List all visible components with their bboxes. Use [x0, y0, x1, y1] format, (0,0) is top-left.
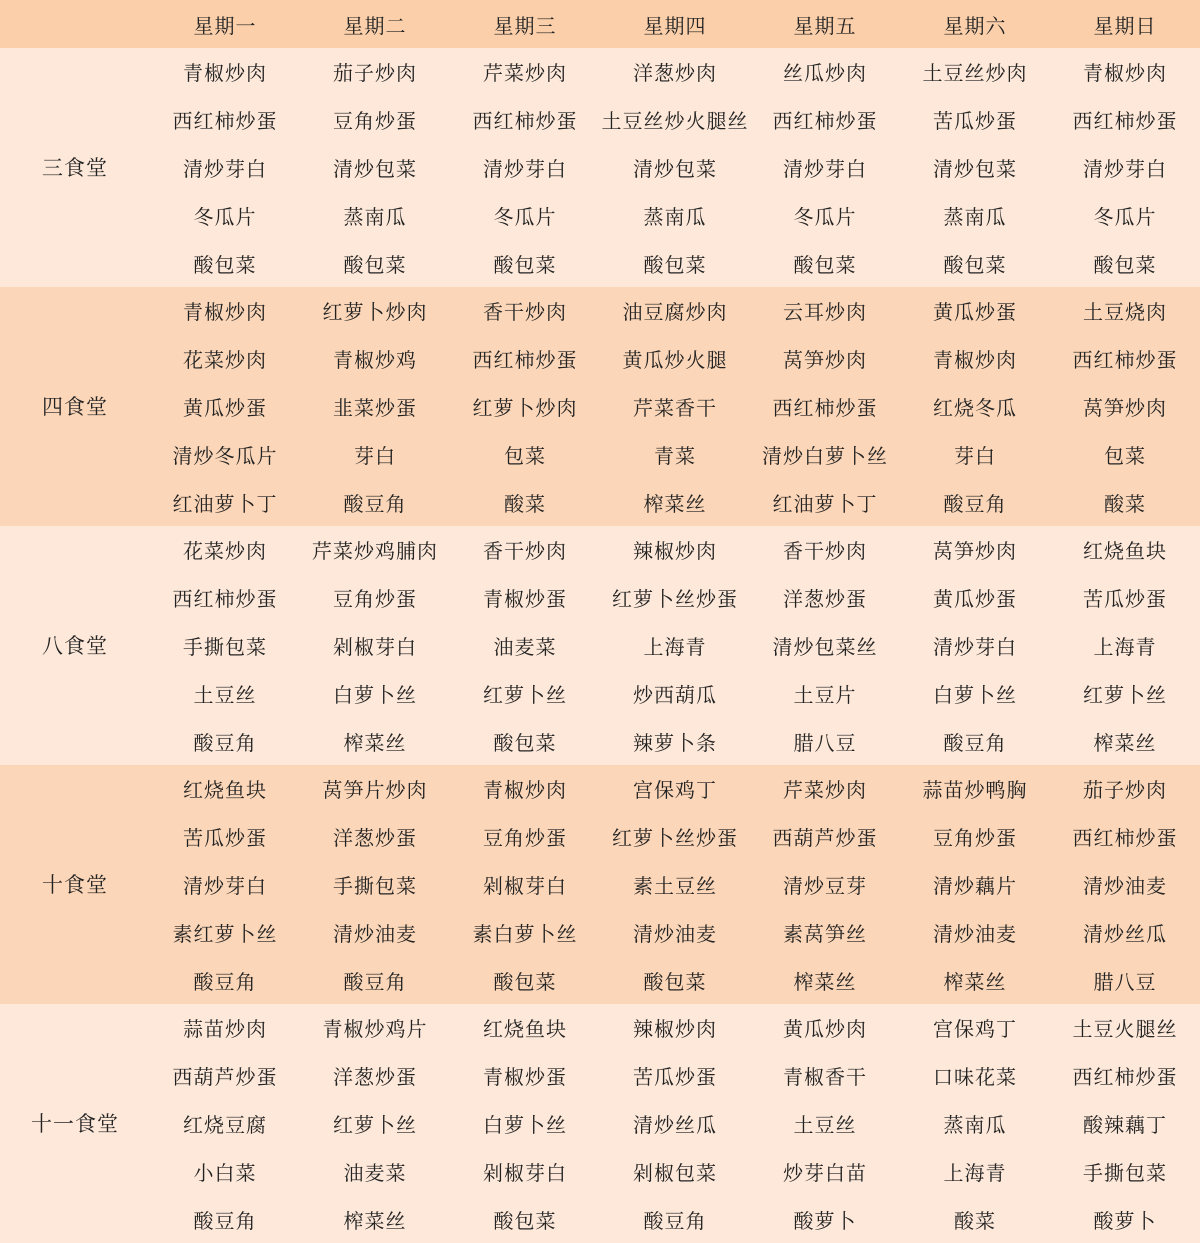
dish-cell: 红萝卜炒肉: [300, 287, 450, 335]
header-day: 星期六: [900, 0, 1050, 48]
dish-cell: 洋葱炒蛋: [300, 1052, 450, 1100]
canteen-name: 四食堂: [0, 287, 150, 526]
table-row: [0, 478, 1200, 526]
dish-cell: 包菜: [450, 430, 600, 478]
dish-cell: 洋葱炒肉: [600, 48, 750, 96]
canteen-name: 八食堂: [0, 526, 150, 765]
dish-cell: 清炒芽白: [150, 144, 300, 192]
header-corner: [0, 0, 150, 48]
dish-cell: 清炒白萝卜丝: [750, 430, 900, 478]
dish-cell: 冬瓜片: [1050, 191, 1200, 239]
dish-cell: 土豆丝: [750, 1100, 900, 1148]
table-row: [0, 335, 1200, 383]
header-day: 星期四: [600, 0, 750, 48]
dish-cell: 油麦菜: [300, 1147, 450, 1195]
dish-cell: 黄瓜炒肉: [750, 1004, 900, 1052]
dish-cell: 榨菜丝: [300, 1195, 450, 1243]
dish-cell: 西红柿炒蛋: [1050, 813, 1200, 861]
dish-cell: 西红柿炒蛋: [450, 335, 600, 383]
dish-cell: 酸豆角: [600, 1195, 750, 1243]
dish-cell: 酸包菜: [450, 956, 600, 1004]
dish-cell: 素土豆丝: [600, 861, 750, 909]
dish-cell: 清炒包菜: [300, 144, 450, 192]
dish-cell: 黄瓜炒蛋: [900, 287, 1050, 335]
dish-cell: 白萝卜丝: [450, 1100, 600, 1148]
dish-cell: 清炒丝瓜: [1050, 908, 1200, 956]
dish-cell: 白萝卜丝: [900, 669, 1050, 717]
dish-cell: 酸菜: [900, 1195, 1050, 1243]
table-row: [0, 144, 1200, 192]
dish-cell: 酸包菜: [900, 239, 1050, 287]
dish-cell: 青椒炒肉: [1050, 48, 1200, 96]
canteen-name: 三食堂: [0, 48, 150, 287]
dish-cell: 蒸南瓜: [900, 191, 1050, 239]
dish-cell: 辣椒炒肉: [600, 526, 750, 574]
dish-cell: 酸豆角: [300, 478, 450, 526]
dish-cell: 西红柿炒蛋: [450, 96, 600, 144]
dish-cell: 红萝卜丝: [300, 1100, 450, 1148]
table-row: [0, 48, 1200, 96]
dish-cell: 宫保鸡丁: [600, 765, 750, 813]
dish-cell: 酸菜: [450, 478, 600, 526]
dish-cell: 青椒炒鸡: [300, 335, 450, 383]
header-day: 星期三: [450, 0, 600, 48]
dish-cell: 青椒炒肉: [450, 765, 600, 813]
dish-cell: 花菜炒肉: [150, 526, 300, 574]
dish-cell: 酸包菜: [600, 956, 750, 1004]
menu-body: [0, 48, 1200, 1243]
dish-cell: 红烧鱼块: [150, 765, 300, 813]
dish-cell: 清炒冬瓜片: [150, 430, 300, 478]
table-row: [0, 1100, 1200, 1148]
dish-cell: 红烧豆腐: [150, 1100, 300, 1148]
table-row: [0, 287, 1200, 335]
dish-cell: 洋葱炒蛋: [300, 813, 450, 861]
dish-cell: 酸菜: [1050, 478, 1200, 526]
dish-cell: 清炒芽白: [450, 144, 600, 192]
dish-cell: 辣椒炒肉: [600, 1004, 750, 1052]
table-row: [0, 96, 1200, 144]
dish-cell: 芽白: [300, 430, 450, 478]
dish-cell: 青椒炒鸡片: [300, 1004, 450, 1052]
dish-cell: 酸豆角: [150, 1195, 300, 1243]
dish-cell: 冬瓜片: [150, 191, 300, 239]
dish-cell: 青椒炒蛋: [450, 574, 600, 622]
dish-cell: 手撕包菜: [150, 622, 300, 670]
table-row: [0, 717, 1200, 765]
table-row: [0, 574, 1200, 622]
dish-cell: 酸包菜: [150, 239, 300, 287]
dish-cell: 西葫芦炒蛋: [750, 813, 900, 861]
dish-cell: 青椒香干: [750, 1052, 900, 1100]
table-row: [0, 526, 1200, 574]
dish-cell: 榨菜丝: [750, 956, 900, 1004]
dish-cell: 红萝卜丝炒蛋: [600, 574, 750, 622]
dish-cell: 腊八豆: [1050, 956, 1200, 1004]
dish-cell: 酸豆角: [150, 956, 300, 1004]
dish-cell: 莴笋炒肉: [1050, 383, 1200, 431]
dish-cell: 酸包菜: [450, 717, 600, 765]
dish-cell: 芹菜炒鸡脯肉: [300, 526, 450, 574]
dish-cell: 油麦菜: [450, 622, 600, 670]
dish-cell: 黄瓜炒蛋: [150, 383, 300, 431]
dish-cell: 青椒炒肉: [150, 48, 300, 96]
dish-cell: 红萝卜丝: [450, 669, 600, 717]
dish-cell: 芹菜炒肉: [450, 48, 600, 96]
table-row: [0, 1195, 1200, 1243]
dish-cell: 素红萝卜丝: [150, 908, 300, 956]
dish-cell: 土豆丝炒肉: [900, 48, 1050, 96]
table-row: [0, 191, 1200, 239]
dish-cell: 西红柿炒蛋: [1050, 335, 1200, 383]
dish-cell: 炒西葫瓜: [600, 669, 750, 717]
canteen-name: 十食堂: [0, 765, 150, 1004]
dish-cell: 红萝卜丝: [1050, 669, 1200, 717]
dish-cell: 剁椒芽白: [450, 861, 600, 909]
dish-cell: 青椒炒肉: [150, 287, 300, 335]
dish-cell: 炒芽白苗: [750, 1147, 900, 1195]
dish-cell: 素白萝卜丝: [450, 908, 600, 956]
dish-cell: 红油萝卜丁: [750, 478, 900, 526]
dish-cell: 香干炒肉: [750, 526, 900, 574]
dish-cell: 清炒油麦: [300, 908, 450, 956]
dish-cell: 上海青: [600, 622, 750, 670]
header-day: 星期日: [1050, 0, 1200, 48]
dish-cell: 西红柿炒蛋: [150, 574, 300, 622]
dish-cell: 莴笋炒肉: [750, 335, 900, 383]
dish-cell: 清炒藕片: [900, 861, 1050, 909]
dish-cell: 酸豆角: [150, 717, 300, 765]
dish-cell: 榨菜丝: [600, 478, 750, 526]
dish-cell: 苦瓜炒蛋: [600, 1052, 750, 1100]
dish-cell: 清炒包菜丝: [750, 622, 900, 670]
dish-cell: 包菜: [1050, 430, 1200, 478]
dish-cell: 青椒炒肉: [900, 335, 1050, 383]
dish-cell: 素莴笋丝: [750, 908, 900, 956]
table-row: [0, 622, 1200, 670]
dish-cell: 蒸南瓜: [900, 1100, 1050, 1148]
dish-cell: 土豆丝: [150, 669, 300, 717]
dish-cell: 西红柿炒蛋: [1050, 1052, 1200, 1100]
dish-cell: 苦瓜炒蛋: [900, 96, 1050, 144]
dish-cell: 剁椒芽白: [300, 622, 450, 670]
dish-cell: 酸包菜: [1050, 239, 1200, 287]
dish-cell: 白萝卜丝: [300, 669, 450, 717]
dish-cell: 豆角炒蛋: [900, 813, 1050, 861]
dish-cell: 腊八豆: [750, 717, 900, 765]
dish-cell: 茄子炒肉: [1050, 765, 1200, 813]
dish-cell: 榨菜丝: [900, 956, 1050, 1004]
dish-cell: 西红柿炒蛋: [150, 96, 300, 144]
dish-cell: 上海青: [900, 1147, 1050, 1195]
dish-cell: 酸萝卜: [750, 1195, 900, 1243]
dish-cell: 西红柿炒蛋: [750, 96, 900, 144]
dish-cell: 芹菜炒肉: [750, 765, 900, 813]
dish-cell: 酸辣藕丁: [1050, 1100, 1200, 1148]
dish-cell: 清炒丝瓜: [600, 1100, 750, 1148]
dish-cell: 洋葱炒蛋: [750, 574, 900, 622]
dish-cell: 红油萝卜丁: [150, 478, 300, 526]
dish-cell: 黄瓜炒蛋: [900, 574, 1050, 622]
dish-cell: 韭菜炒蛋: [300, 383, 450, 431]
dish-cell: 小白菜: [150, 1147, 300, 1195]
table-row: [0, 765, 1200, 813]
dish-cell: 丝瓜炒肉: [750, 48, 900, 96]
dish-cell: 云耳炒肉: [750, 287, 900, 335]
dish-cell: 花菜炒肉: [150, 335, 300, 383]
dish-cell: 芹菜香干: [600, 383, 750, 431]
table-row: [0, 908, 1200, 956]
dish-cell: 豆角炒蛋: [300, 574, 450, 622]
dish-cell: 茄子炒肉: [300, 48, 450, 96]
table-row: [0, 383, 1200, 431]
dish-cell: 蒸南瓜: [600, 191, 750, 239]
dish-cell: 清炒芽白: [1050, 144, 1200, 192]
dish-cell: 酸萝卜: [1050, 1195, 1200, 1243]
dish-cell: 宫保鸡丁: [900, 1004, 1050, 1052]
dish-cell: 手撕包菜: [300, 861, 450, 909]
dish-cell: 土豆丝炒火腿丝: [600, 96, 750, 144]
table-row: [0, 1147, 1200, 1195]
dish-cell: 手撕包菜: [1050, 1147, 1200, 1195]
dish-cell: 酸包菜: [750, 239, 900, 287]
dish-cell: 莴笋片炒肉: [300, 765, 450, 813]
dish-cell: 红烧鱼块: [1050, 526, 1200, 574]
dish-cell: 蒜苗炒鸭胸: [900, 765, 1050, 813]
dish-cell: 苦瓜炒蛋: [150, 813, 300, 861]
dish-cell: 酸豆角: [900, 717, 1050, 765]
dish-cell: 辣萝卜条: [600, 717, 750, 765]
table-row: [0, 956, 1200, 1004]
dish-cell: 西红柿炒蛋: [750, 383, 900, 431]
dish-cell: 莴笋炒肉: [900, 526, 1050, 574]
dish-cell: 上海青: [1050, 622, 1200, 670]
dish-cell: 冬瓜片: [450, 191, 600, 239]
dish-cell: 清炒芽白: [750, 144, 900, 192]
table-row: [0, 813, 1200, 861]
dish-cell: 西红柿炒蛋: [1050, 96, 1200, 144]
dish-cell: 剁椒芽白: [450, 1147, 600, 1195]
dish-cell: 红萝卜炒肉: [450, 383, 600, 431]
dish-cell: 酸包菜: [450, 239, 600, 287]
dish-cell: 酸豆角: [900, 478, 1050, 526]
header-row: [0, 0, 1200, 48]
dish-cell: 清炒油麦: [900, 908, 1050, 956]
dish-cell: 清炒芽白: [900, 622, 1050, 670]
dish-cell: 蒜苗炒肉: [150, 1004, 300, 1052]
dish-cell: 红萝卜丝炒蛋: [600, 813, 750, 861]
table-row: [0, 430, 1200, 478]
dish-cell: 土豆烧肉: [1050, 287, 1200, 335]
dish-cell: 豆角炒蛋: [450, 813, 600, 861]
table-row: [0, 1004, 1200, 1052]
table-row: [0, 1052, 1200, 1100]
dish-cell: 清炒包菜: [900, 144, 1050, 192]
dish-cell: 蒸南瓜: [300, 191, 450, 239]
dish-cell: 红烧冬瓜: [900, 383, 1050, 431]
header-day: 星期一: [150, 0, 300, 48]
dish-cell: 红烧鱼块: [450, 1004, 600, 1052]
dish-cell: 豆角炒蛋: [300, 96, 450, 144]
dish-cell: 青椒炒蛋: [450, 1052, 600, 1100]
dish-cell: 酸包菜: [450, 1195, 600, 1243]
table-row: [0, 861, 1200, 909]
dish-cell: 清炒豆芽: [750, 861, 900, 909]
dish-cell: 土豆片: [750, 669, 900, 717]
dish-cell: 芽白: [900, 430, 1050, 478]
dish-cell: 土豆火腿丝: [1050, 1004, 1200, 1052]
dish-cell: 冬瓜片: [750, 191, 900, 239]
dish-cell: 香干炒肉: [450, 287, 600, 335]
dish-cell: 苦瓜炒蛋: [1050, 574, 1200, 622]
dish-cell: 清炒油麦: [1050, 861, 1200, 909]
header-day: 星期二: [300, 0, 450, 48]
dish-cell: 酸豆角: [300, 956, 450, 1004]
dish-cell: 清炒油麦: [600, 908, 750, 956]
dish-cell: 榨菜丝: [1050, 717, 1200, 765]
dish-cell: 青菜: [600, 430, 750, 478]
dish-cell: 西葫芦炒蛋: [150, 1052, 300, 1100]
dish-cell: 口味花菜: [900, 1052, 1050, 1100]
header-day: 星期五: [750, 0, 900, 48]
dish-cell: 清炒包菜: [600, 144, 750, 192]
dish-cell: 油豆腐炒肉: [600, 287, 750, 335]
dish-cell: 黄瓜炒火腿: [600, 335, 750, 383]
dish-cell: 榨菜丝: [300, 717, 450, 765]
dish-cell: 香干炒肉: [450, 526, 600, 574]
dish-cell: 剁椒包菜: [600, 1147, 750, 1195]
dish-cell: 酸包菜: [300, 239, 450, 287]
canteen-name: 十一食堂: [0, 1004, 150, 1243]
dish-cell: 酸包菜: [600, 239, 750, 287]
dish-cell: 清炒芽白: [150, 861, 300, 909]
table-row: [0, 239, 1200, 287]
table-row: [0, 669, 1200, 717]
